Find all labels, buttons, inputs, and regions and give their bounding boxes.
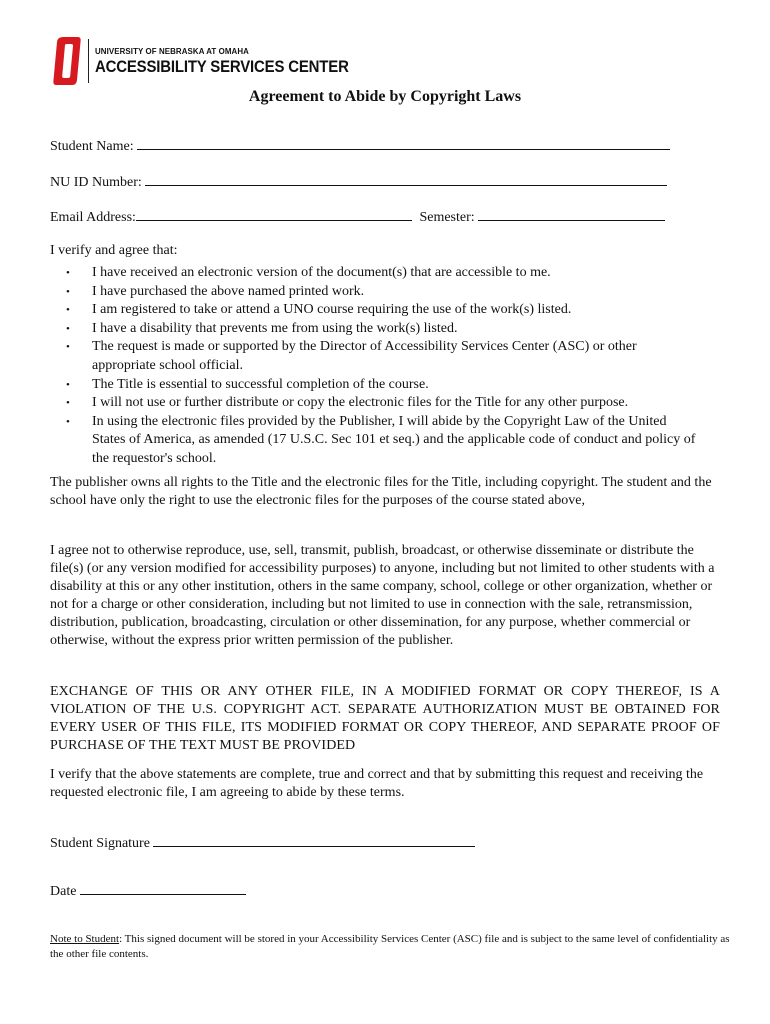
nu-id-field[interactable] (50, 171, 667, 191)
email-semester-row (50, 206, 665, 226)
list-item: • In using the electronic files provided by the Publisher, I will abide by the Copyright Law of the United States of America, as amended (17 U.S.C. Sec 101 et seq.) and the applicable code of conduct and policy of the requestor's school. (50, 413, 710, 469)
page-title: Agreement to Abide by Copyright Laws (248, 88, 522, 105)
publisher-paragraph: The publisher owns all rights to the Title and the electronic files for the Title, including copyright. The student and the school have only the right to use the electronic files for the purposes of the course stated above, (50, 475, 712, 508)
semester-label: Semester: (419, 210, 475, 225)
nu-id-label: NU ID Number: (50, 175, 142, 190)
email-blank[interactable] (136, 206, 412, 221)
verification-paragraph: I verify that the above statements are complete, true and correct and that by submitting this request and receiving the requested electronic file, I am agreeing to abide by these terms. (50, 767, 704, 800)
student-signature-label: Student Signature (50, 836, 150, 851)
date-label: Date (50, 884, 77, 899)
list-item: • I will not use or further distribute or copy the electronic files for the Title for any other purpose. (50, 394, 710, 413)
list-item: • I have a disability that prevents me from using the work(s) listed. (50, 320, 710, 339)
copyright-warning: EXCHANGE OF THIS OR ANY OTHER FILE, IN A MODIFIED FORMAT OR COPY THEREOF, IS A VIOLATION OF THE U.S. COPYRIGHT ACT. SEPARATE AUTHORIZATION MUST BE OBTAINED FOR EVERY USER OF THIS FILE, ITS MODIFIED FORMAT OR COPY THEREOF, AND SEPARATE PROOF OF PURCHASE OF THE TEXT MUST BE PROVIDED (50, 684, 720, 753)
university-name: UNIVERSITY OF NEBRASKA AT OMAHA (95, 46, 249, 56)
verify-intro: I verify and agree that: (50, 243, 178, 258)
uno-asc-logo (52, 36, 383, 86)
list-item: • I have purchased the above named printed work. (50, 283, 710, 302)
note-label: Note to Student (50, 933, 120, 945)
agreement-paragraph: I agree not to otherwise reproduce, use, sell, transmit, publish, broadcast, or otherwise disseminate or distribute the file(s) (or any version modified for accessibility purposes) to anyone, including but not limited to other students with a disability at this or any other institution, others in the same company, school, college or other organization, whether or not for a charge or other consideration, including but not limited to use in connection with the sale, retransmission, distribution, publication, broadcasting, circulation or other dissemination, for any purpose, whether commercial or otherwise, without the express prior written permission of the publisher. (50, 543, 715, 648)
student-name-blank[interactable] (137, 135, 670, 150)
note-text: : This signed document will be stored in your Accessibility Services Center (ASC) file and is subject to the same level of confidentiality as the other file contents. (50, 933, 730, 960)
email-label: Email Address: (50, 210, 136, 225)
student-name-field[interactable] (50, 135, 670, 155)
agreement-bullets (50, 264, 710, 469)
list-item: • I am registered to take or attend a UNO course requiring the use of the work(s) listed. (50, 301, 710, 320)
logo-divider (88, 39, 89, 83)
signature-blank[interactable] (153, 832, 475, 847)
student-name-label: Student Name: (50, 139, 134, 154)
student-note (50, 932, 730, 962)
uno-o-logo-icon (52, 36, 82, 86)
center-name: ACCESSIBILITY SERVICES CENTER (95, 57, 349, 76)
semester-blank[interactable] (478, 206, 665, 221)
student-signature-field[interactable] (50, 832, 475, 852)
list-item: • The request is made or supported by the Director of Accessibility Services Center (ASC) or other appropriate school official. (50, 338, 710, 375)
nu-id-blank[interactable] (145, 171, 667, 186)
list-item: • I have received an electronic version of the document(s) that are accessible to me. (50, 264, 710, 283)
list-item: • The Title is essential to successful completion of the course. (50, 376, 710, 395)
date-blank[interactable] (80, 880, 246, 895)
logo-text (95, 45, 383, 77)
date-field[interactable] (50, 880, 246, 900)
